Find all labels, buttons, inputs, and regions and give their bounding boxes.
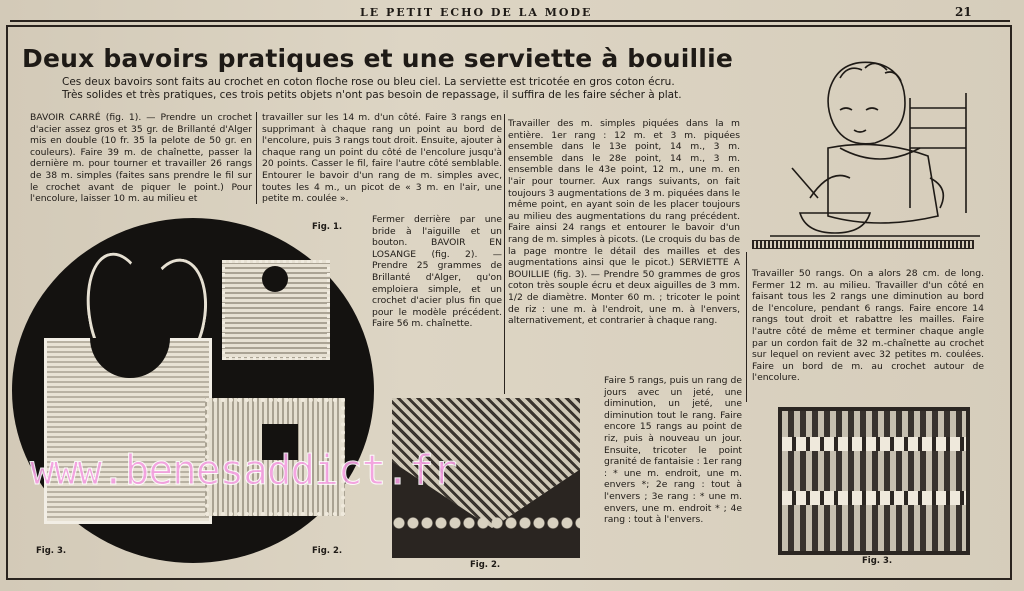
header-rule [10, 20, 1010, 22]
column-2b-text: Fermer derrière par une bride à l'aiguille et un bouton. BAVOIR EN LOSANGE (fig. 2). — Prendre 25 grammes de Brillanté d'Alger, qu'on emploiera simple, et un crochet d'acier plus fin que pour le modèle précédent. Faire 56 m. chaînette. [372, 214, 502, 330]
text-column-3 [508, 118, 740, 327]
text-column-2 [262, 112, 502, 205]
text-column-2b [372, 214, 502, 330]
baby-illustration [770, 48, 980, 244]
text-column-1 [30, 112, 252, 205]
intro-line-1: Ces deux bavoirs sont faits au crochet en coton floche rose ou bleu ciel. La serviette est tricotée en gros coton écru. [62, 76, 675, 88]
napkin-knit-detail-photo [778, 407, 970, 555]
picot-edge [392, 516, 580, 530]
caption-fig-1: Fig. 1. [312, 222, 343, 232]
column-rule [504, 114, 505, 394]
caption-fig-2-left: Fig. 2. [312, 546, 343, 556]
column-rule [256, 112, 257, 204]
column-rule [746, 252, 747, 402]
column-1-text: BAVOIR CARRÉ (fig. 1). — Prendre un crochet d'acier assez gros et 35 gr. de Brillanté d'Alger mis en double (10 fr. 35 la pelote de 50 gr. en couleurs). Faire 39 m. de chaînette, passer la dernière m. pour tourner et travailler 26 rangs de 38 m. simples (faites sans prendre le fil sur le crochet avant de piquer le point.) Pour l'encolure, laisser 10 m. au milieu et [30, 112, 252, 205]
text-column-3b [604, 375, 742, 526]
caption-fig-3-left: Fig. 3. [36, 546, 67, 556]
column-3b-text: Faire 5 rangs, puis un rang de jours avec un jeté, une diminution, un jeté, une diminution tout le rang. Faire encore 15 rangs au point de riz, puis à nouveau un jour. Ensuite, tricoter le point granité de fantaisie : 1er rang : * une m. endroit, une m. envers *; 2e rang : tout à l'envers ; 3e rang : * une m. envers, une m. endroit * ; 4e rang : tout à l'envers. [604, 375, 742, 526]
intro-line-2: Très solides et très pratiques, ces trois petits objets n'ont pas besoin de repassage, il suffira de les faire sécher à plat. [62, 89, 682, 101]
text-column-4 [752, 268, 984, 384]
eyelet-row [782, 437, 966, 451]
knit-texture [782, 411, 966, 551]
decorative-rule [752, 240, 974, 249]
eyelet-row [782, 491, 966, 505]
article-title: Deux bavoirs pratiques et une serviette à bouillie [22, 44, 733, 73]
article-intro [62, 76, 752, 102]
small-bib-neck [262, 266, 288, 292]
column-4-text: Travailler 50 rangs. On a alors 28 cm. de long. Fermer 12 m. au milieu. Travailler d'un côté en faisant tous les 2 rangs une diminution au bord de l'encolure, pendant 6 rangs. Faire encore 14 rangs tout droit et rabattre les mailles. Faire l'autre côté de même et terminer chaque angle par un cordon fait de 32 m.-chaînette au crochet sur lequel on revient avec 32 petites m. coulées. Faire un bord de m. au crochet autour de l'encolure. [752, 268, 984, 384]
column-2-text: travailler sur les 14 m. d'un côté. Faire 3 rangs en supprimant à chaque rang un point au bord de l'encolure, puis 3 rangs tout droit. Ensuite, ajouter à chaque rang un point du côté de l'encolure jusqu'à 20 points. Casser le fil, faire l'autre côté semblable. Entourer le bavoir d'un rang de m. simples avec, toutes les 4 m., un picot de « 3 m. en l'air, une petite m. coulée ». [262, 112, 502, 205]
caption-fig-3-right: Fig. 3. [862, 556, 893, 566]
watermark-text: www.benesaddict.fr [30, 446, 457, 494]
page-number: 21 [955, 5, 972, 19]
running-head-title: LE PETIT ECHO DE LA MODE [360, 6, 593, 19]
caption-fig-2-center: Fig. 2. [470, 560, 501, 570]
column-3-text: Travailler des m. simples piquées dans la m entière. 1er rang : 12 m. et 3 m. piquées ensemble dans le 13e point, 14 m., 3 m. ensemble dans le 28e point, 14 m., 3 m. ensemble dans le 43e point, 12 m., une m. en l'air pour tourner. Aux rangs suivants, on fait toujours 3 augmentations de 3 m. piquées dans le même point, en ayant soin de les placer toujours au milieu des augmentations du rang précédent. Faire ainsi 24 rangs et entourer le bavoir d'un rang de m. simples à picots. (Le croquis du bas de la page montre le détail des mailles et des augmentations ainsi que le picot.) SERVIETTE A BOUILLIE (fig. 3). — Prendre 50 grammes de gros coton très souple écru et deux aiguilles de 3 mm. 1/2 de diamètre. Monter 60 m. ; tricoter le point de riz : une m. à l'endroit, une m. à l'envers, alternativement, et contrarier à chaque rang. [508, 118, 740, 327]
